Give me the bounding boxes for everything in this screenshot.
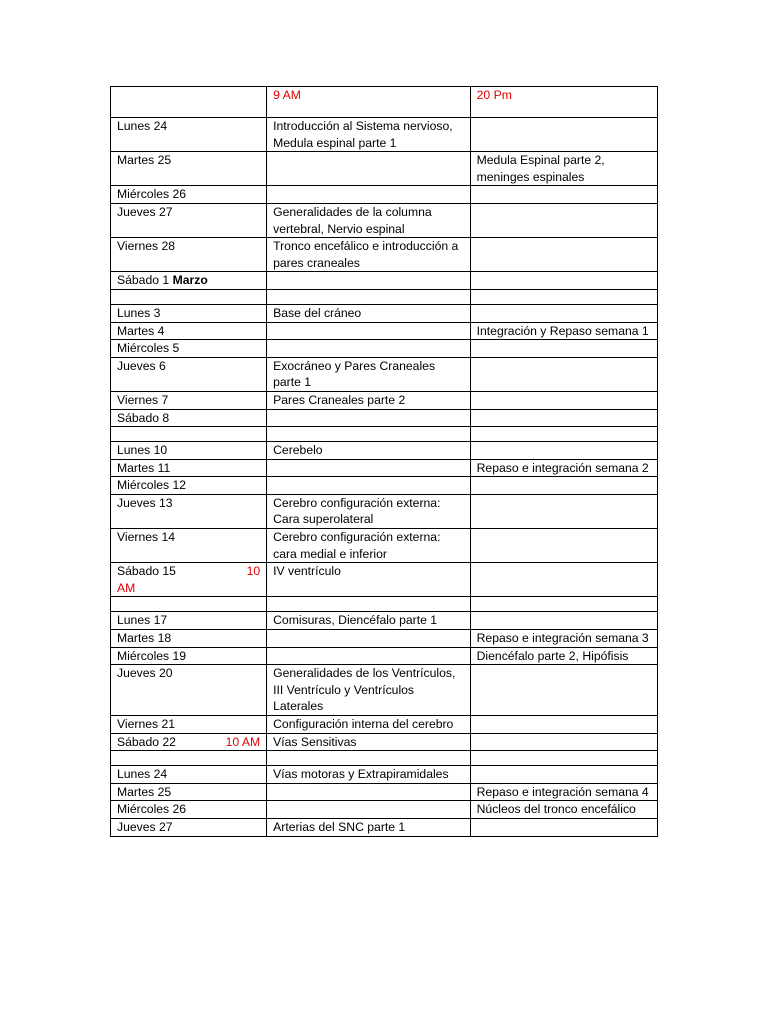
day-label: Lunes 24	[117, 767, 168, 782]
morning-topic: Exocráneo y Pares Craneales parte 1	[267, 357, 471, 391]
schedule-row	[111, 391, 658, 409]
header-row	[111, 87, 658, 118]
evening-topic	[470, 733, 657, 751]
evening-topic: Diencéfalo parte 2, Hipófisis	[470, 647, 657, 665]
day-label: Lunes 10	[117, 443, 168, 458]
day-label: Martes 18	[117, 631, 172, 646]
day-cell	[111, 357, 267, 391]
evening-topic	[470, 203, 657, 237]
schedule-row	[111, 783, 658, 801]
spacer-row	[111, 751, 658, 766]
day-label: Viernes 21	[117, 717, 176, 731]
day-cell	[111, 459, 267, 477]
schedule-row	[111, 818, 658, 836]
day-cell	[111, 322, 267, 340]
day-cell	[111, 391, 267, 409]
morning-topic: Vías motoras y Extrapiramidales	[267, 766, 471, 784]
evening-topic	[470, 477, 657, 495]
schedule-row	[111, 477, 658, 495]
morning-topic	[267, 477, 471, 495]
day-cell	[111, 203, 267, 237]
day-label: Jueves 13	[117, 495, 173, 510]
day-cell	[111, 612, 267, 630]
evening-topic	[470, 529, 657, 563]
morning-topic	[267, 340, 471, 358]
day-cell	[111, 716, 267, 734]
day-label: Lunes 17	[117, 613, 168, 628]
schedule-row	[111, 612, 658, 630]
evening-topic	[470, 391, 657, 409]
schedule-row	[111, 322, 658, 340]
spacer-cell	[470, 751, 657, 766]
morning-topic	[267, 647, 471, 665]
header-evening-time: 20 Pm	[470, 87, 657, 118]
morning-topic: Comisuras, Diencéfalo parte 1	[267, 612, 471, 630]
morning-topic	[267, 272, 471, 290]
morning-topic	[267, 459, 471, 477]
schedule-row	[111, 203, 658, 237]
day-cell	[111, 304, 267, 322]
spacer-cell	[111, 751, 267, 766]
schedule-row	[111, 647, 658, 665]
morning-topic	[267, 783, 471, 801]
day-cell	[111, 783, 267, 801]
evening-topic	[470, 304, 657, 322]
schedule-row	[111, 238, 658, 272]
schedule-row	[111, 459, 658, 477]
schedule-row	[111, 304, 658, 322]
header-day-cell	[111, 87, 267, 118]
day-cell	[111, 563, 267, 597]
day-cell	[111, 665, 267, 716]
day-cell	[111, 529, 267, 563]
morning-topic: Cerebro configuración externa: Cara superolateral	[267, 494, 471, 528]
spacer-cell	[111, 289, 267, 304]
schedule-row	[111, 630, 658, 648]
schedule-row	[111, 733, 658, 751]
schedule-row	[111, 494, 658, 528]
evening-topic	[470, 118, 657, 152]
morning-topic	[267, 630, 471, 648]
day-label: Lunes 24	[117, 119, 168, 133]
day-label: Martes 11	[117, 460, 171, 475]
schedule-row	[111, 529, 658, 563]
evening-topic	[470, 665, 657, 716]
evening-topic	[470, 494, 657, 528]
morning-topic: Configuración interna del cerebro	[267, 716, 471, 734]
morning-topic: Arterias del SNC parte 1	[267, 818, 471, 836]
spacer-cell	[470, 427, 657, 442]
spacer-cell	[111, 427, 267, 442]
morning-topic: Introducción al Sistema nervioso, Medula espinal parte 1	[267, 118, 471, 152]
schedule-row	[111, 665, 658, 716]
morning-topic: Pares Craneales parte 2	[267, 391, 471, 409]
evening-topic	[470, 716, 657, 734]
evening-topic: Núcleos del tronco encefálico	[470, 801, 657, 819]
schedule-row	[111, 716, 658, 734]
evening-topic	[470, 818, 657, 836]
day-label: Sábado 1	[117, 273, 173, 288]
day-cell	[111, 766, 267, 784]
spacer-row	[111, 597, 658, 612]
day-label: Viernes 28	[117, 239, 176, 254]
month-label: Marzo	[172, 273, 208, 288]
day-cell	[111, 442, 267, 460]
day-cell	[111, 647, 267, 665]
time-note: 10	[246, 564, 261, 579]
day-label: Jueves 20	[117, 666, 173, 681]
morning-topic: Base del cráneo	[267, 304, 471, 322]
evening-topic	[470, 340, 657, 358]
day-label: Martes 25	[117, 784, 172, 799]
time-note: 10 AM	[225, 734, 261, 749]
morning-topic: Cerebelo	[267, 442, 471, 460]
day-label: Sábado 8	[117, 410, 170, 425]
evening-topic	[470, 409, 657, 427]
evening-topic	[470, 357, 657, 391]
evening-topic	[470, 186, 657, 204]
day-label: Martes 25	[117, 153, 172, 168]
schedule-row	[111, 340, 658, 358]
time-note-cont: AM	[117, 580, 136, 595]
day-label: Miércoles 12	[117, 478, 187, 493]
evening-topic	[470, 612, 657, 630]
spacer-cell	[267, 597, 471, 612]
day-cell	[111, 238, 267, 272]
spacer-cell	[267, 289, 471, 304]
day-cell	[111, 340, 267, 358]
day-label: Jueves 6	[117, 358, 166, 373]
evening-topic: Repaso e integración semana 3	[470, 630, 657, 648]
evening-topic	[470, 563, 657, 597]
day-label: Sábado 15	[117, 564, 176, 579]
spacer-cell	[470, 289, 657, 304]
evening-topic: Medula Espinal parte 2, meninges espinales	[470, 152, 657, 186]
day-label: Viernes 14	[117, 530, 176, 545]
morning-topic	[267, 322, 471, 340]
morning-topic	[267, 409, 471, 427]
schedule-row	[111, 118, 658, 152]
header-morning-time: 9 AM	[267, 87, 471, 118]
evening-topic	[470, 442, 657, 460]
day-cell	[111, 186, 267, 204]
day-cell	[111, 630, 267, 648]
morning-topic	[267, 801, 471, 819]
day-label: Miércoles 26	[117, 802, 187, 817]
morning-topic	[267, 152, 471, 186]
spacer-row	[111, 427, 658, 442]
day-label: Jueves 27	[117, 204, 173, 219]
schedule-body	[111, 87, 658, 837]
schedule-row	[111, 563, 658, 597]
day-label: Lunes 3	[117, 305, 161, 320]
morning-topic: Generalidades de la columna vertebral, Nervio espinal	[267, 203, 471, 237]
evening-topic: Repaso e integración semana 2	[470, 459, 657, 477]
day-label: Miércoles 5	[117, 341, 180, 356]
evening-topic	[470, 766, 657, 784]
day-cell	[111, 818, 267, 836]
day-label: Viernes 7	[117, 392, 169, 407]
day-cell	[111, 272, 267, 290]
day-label: Jueves 27	[117, 819, 173, 834]
morning-topic: Generalidades de los Ventrículos, III Ventrículo y Ventrículos Laterales	[267, 665, 471, 716]
schedule-table	[110, 86, 658, 837]
spacer-row	[111, 289, 658, 304]
morning-topic: Vías Sensitivas	[267, 733, 471, 751]
schedule-row	[111, 357, 658, 391]
evening-topic	[470, 272, 657, 290]
day-label: Sábado 22	[117, 734, 176, 749]
day-label: Miércoles 19	[117, 648, 187, 663]
morning-topic: Tronco encefálico e introducción a pares craneales	[267, 238, 471, 272]
evening-topic: Integración y Repaso semana 1	[470, 322, 657, 340]
schedule-row	[111, 442, 658, 460]
schedule-row	[111, 801, 658, 819]
spacer-cell	[267, 751, 471, 766]
morning-topic	[267, 186, 471, 204]
morning-topic: Cerebro configuración externa: cara medial e inferior	[267, 529, 471, 563]
evening-topic: Repaso e integración semana 4	[470, 783, 657, 801]
day-cell	[111, 733, 267, 751]
day-cell	[111, 118, 267, 152]
schedule-row	[111, 766, 658, 784]
morning-topic: IV ventrículo	[267, 563, 471, 597]
day-label: Miércoles 26	[117, 187, 187, 202]
day-cell	[111, 801, 267, 819]
day-cell	[111, 494, 267, 528]
spacer-cell	[267, 427, 471, 442]
day-label: Martes 4	[117, 323, 165, 338]
spacer-cell	[470, 597, 657, 612]
schedule-row	[111, 409, 658, 427]
schedule-row	[111, 152, 658, 186]
day-cell	[111, 409, 267, 427]
evening-topic	[470, 238, 657, 272]
day-cell	[111, 152, 267, 186]
schedule-row	[111, 272, 658, 290]
day-cell	[111, 477, 267, 495]
schedule-row	[111, 186, 658, 204]
spacer-cell	[111, 597, 267, 612]
